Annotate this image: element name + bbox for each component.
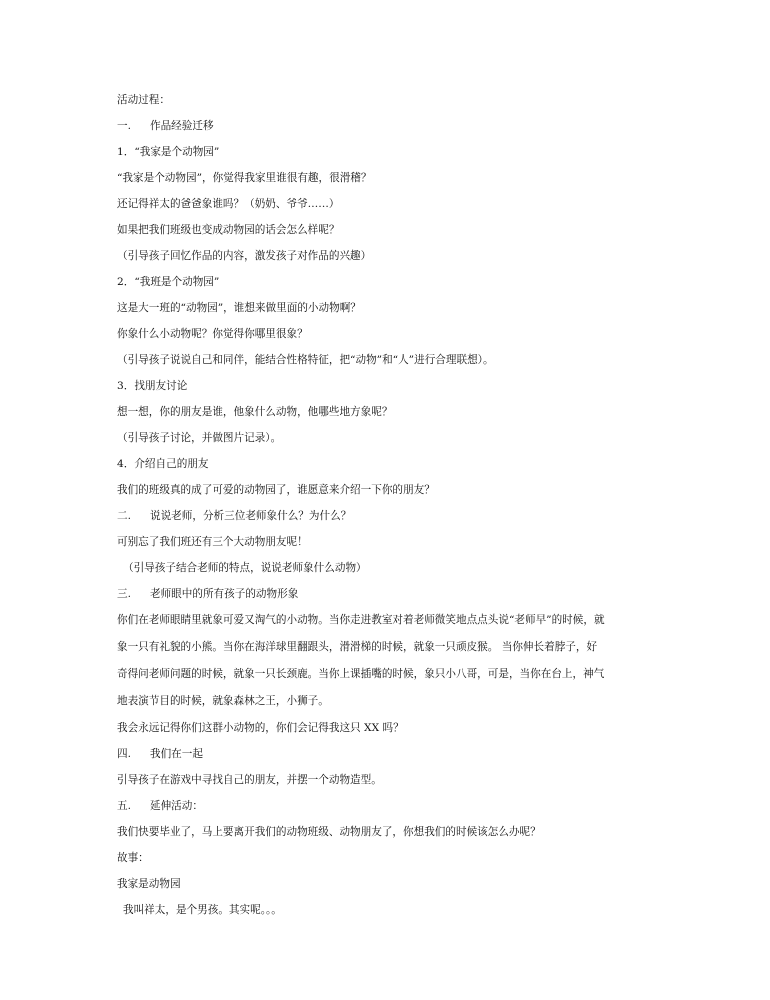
section-number: 一. bbox=[117, 120, 131, 132]
text-line: 地表演节目的时候，就象森林之王，小狮子。 bbox=[117, 695, 329, 707]
text-line: 还记得祥太的爸爸象谁吗？（奶奶、爷爷……） bbox=[117, 198, 340, 210]
text-line: （引导孩子结合老师的特点，说说老师象什么动物） bbox=[123, 562, 367, 574]
section-title: 作品经验迁移 bbox=[150, 120, 214, 132]
section-number: 三. bbox=[117, 588, 131, 600]
document-body bbox=[117, 87, 677, 923]
subsection-heading: 3．找朋友讨论 bbox=[117, 380, 188, 392]
text-line: 我叫祥太，是个男孩。其实呢。。。 bbox=[123, 904, 282, 916]
subsection-heading: 4．介绍自己的朋友 bbox=[117, 458, 209, 470]
text-line: 我会永远记得你们这群小动物的，你们会记得我这只 XX 吗？ bbox=[117, 722, 404, 734]
text-line: （引导孩子回忆作品的内容，激发孩子对作品的兴趣） bbox=[117, 250, 372, 262]
story-title: 我家是动物园 bbox=[117, 878, 181, 890]
text-line: 我们的班级真的成了可爱的动物园了，谁愿意来介绍一下你的朋友？ bbox=[117, 484, 435, 496]
section-number: 五. bbox=[117, 800, 131, 812]
text-line: （引导孩子讨论，并做图片记录）。 bbox=[117, 432, 282, 444]
text-line: 可别忘了我们班还有三个大动物朋友呢！ bbox=[117, 536, 308, 548]
text-line: “我家是个动物园”，你觉得我家里谁很有趣，很滑稽？ bbox=[117, 172, 372, 184]
text-line: 这是大一班的“动物园”，谁想来做里面的小动物啊？ bbox=[117, 302, 361, 314]
section-heading bbox=[117, 113, 677, 139]
section-number: 二. bbox=[117, 510, 131, 522]
text-line: 想一想，你的朋友是谁，他象什么动物，他哪些地方象呢？ bbox=[117, 406, 393, 418]
subsection-heading: 1．“我家是个动物园” bbox=[117, 146, 220, 158]
text-line: 你象什么小动物呢？你觉得你哪里很象？ bbox=[117, 328, 308, 340]
text-line: （引导孩子说说自己和同伴，能结合性格特征，把“动物”和“人”进行合理联想）。 bbox=[117, 354, 494, 366]
section-heading bbox=[117, 581, 677, 607]
section-title: 我们在一起 bbox=[150, 748, 203, 760]
text-line: 活动过程： bbox=[117, 94, 170, 106]
text-line: 象一只有礼貌的小熊。当你在海洋球里翻跟头，滑滑梯的时候，就象一只顽皮猴。 当你伸长着脖子，好 bbox=[117, 641, 598, 653]
section-title: 延伸活动： bbox=[150, 800, 203, 812]
section-title: 老师眼中的所有孩子的动物形象 bbox=[150, 588, 299, 600]
text-line: 引导孩子在游戏中寻找自己的朋友，并摆一个动物造型。 bbox=[117, 774, 382, 786]
text-line: 我们快要毕业了，马上要离开我们的动物班级、动物朋友了，你想我们的时候该怎么办呢？ bbox=[117, 826, 541, 838]
section-heading bbox=[117, 793, 677, 819]
subsection-heading: 2．“我班是个动物园” bbox=[117, 276, 220, 288]
text-line: 如果把我们班级也变成动物园的话会怎么样呢？ bbox=[117, 224, 340, 236]
section-heading bbox=[117, 503, 677, 529]
text-line: 故事： bbox=[117, 852, 149, 864]
text-line: 你们在老师眼睛里就象可爱又淘气的小动物。当你走进教室对着老师微笑地点点头说“老师早”的时候，就 bbox=[117, 614, 605, 626]
section-heading bbox=[117, 741, 677, 767]
text-line: 奇得问老师问题的时候，就象一只长颈鹿。当你上课插嘴的时候，象只小八哥，可是，当你在台上，神气 bbox=[117, 668, 605, 680]
section-title: 说说老师，分析三位老师象什么？为什么？ bbox=[150, 510, 352, 522]
section-number: 四. bbox=[117, 748, 131, 760]
